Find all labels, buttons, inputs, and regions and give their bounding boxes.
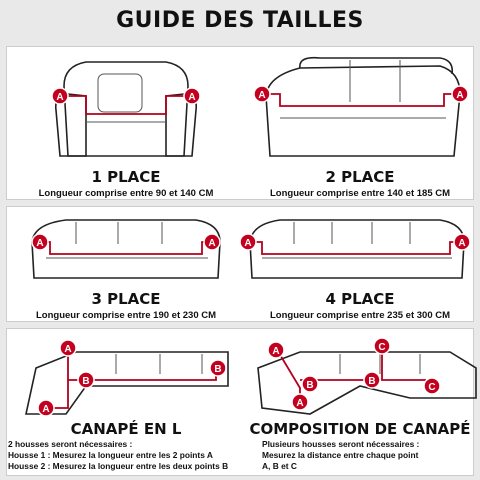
l-shaped-sofa-illustration (6, 328, 246, 418)
marker-a-top (268, 342, 284, 358)
svg-text:A: A (36, 238, 44, 249)
marker-a-left (240, 234, 256, 250)
marker-b-right (210, 360, 226, 376)
size-range: Longueur comprise entre 235 et 300 CM (269, 310, 451, 321)
loveseat-illustration (240, 46, 480, 168)
marker-a-top (60, 340, 76, 356)
size-notes: 2 housses seront nécessaires : Housse 1 : Mesurez la longueur entre les 2 points A Housse 2 : Mesurez la longueur entre les deux points B (8, 439, 229, 471)
size-name: 3 PLACE (91, 290, 161, 308)
svg-text:A: A (296, 398, 304, 409)
size-range: Longueur comprise entre 190 et 230 CM (35, 310, 217, 321)
marker-a-right (452, 86, 468, 102)
svg-text:C: C (378, 342, 386, 353)
marker-a-bottom (292, 394, 308, 410)
size-range: Longueur comprise entre 140 et 185 CM (269, 188, 451, 199)
svg-text:B: B (368, 376, 376, 387)
size-notes: Plusieurs housses seront nécessaires : Mesurez la distance entre chaque point A, B et C (262, 439, 420, 471)
svg-text:A: A (258, 90, 266, 101)
size-1-place (6, 46, 246, 200)
marker-a-left (254, 86, 270, 102)
size-name: COMPOSITION DE CANAPÉ (249, 420, 471, 438)
size-name: 1 PLACE (91, 168, 161, 186)
marker-b-left (302, 376, 318, 392)
svg-text:B: B (82, 376, 90, 387)
svg-text:A: A (458, 238, 466, 249)
marker-a-left (52, 88, 68, 104)
svg-text:A: A (64, 344, 72, 355)
marker-a-left (32, 234, 48, 250)
svg-text:B: B (214, 364, 222, 375)
marker-c-right (424, 378, 440, 394)
svg-text:A: A (188, 92, 196, 103)
marker-b-left (78, 372, 94, 388)
marker-a-right (454, 234, 470, 250)
sectional-sofa-illustration (240, 328, 480, 418)
marker-a-right (204, 234, 220, 250)
four-seat-sofa-illustration (240, 206, 480, 290)
svg-text:A: A (244, 238, 252, 249)
size-2-place (240, 46, 480, 200)
size-composition-de-canape (240, 328, 480, 476)
three-seat-sofa-illustration (6, 206, 246, 290)
armchair-illustration (6, 46, 246, 168)
size-range: Longueur comprise entre 90 et 140 CM (38, 188, 214, 199)
size-name: CANAPÉ EN L (70, 420, 182, 438)
size-4-place (240, 206, 480, 322)
size-name: 4 PLACE (325, 290, 395, 308)
page-title: GUIDE DES TAILLES (116, 8, 364, 33)
svg-text:B: B (306, 380, 314, 391)
svg-text:A: A (272, 346, 280, 357)
svg-text:A: A (456, 90, 464, 101)
marker-b-right (364, 372, 380, 388)
size-canape-en-l (6, 328, 246, 476)
size-name: 2 PLACE (325, 168, 395, 186)
svg-text:A: A (42, 404, 50, 415)
marker-a-right (184, 88, 200, 104)
size-3-place (6, 206, 246, 322)
marker-c-top (374, 338, 390, 354)
svg-text:A: A (208, 238, 216, 249)
svg-text:C: C (428, 382, 436, 393)
svg-text:A: A (56, 92, 64, 103)
marker-a-bottom (38, 400, 54, 416)
